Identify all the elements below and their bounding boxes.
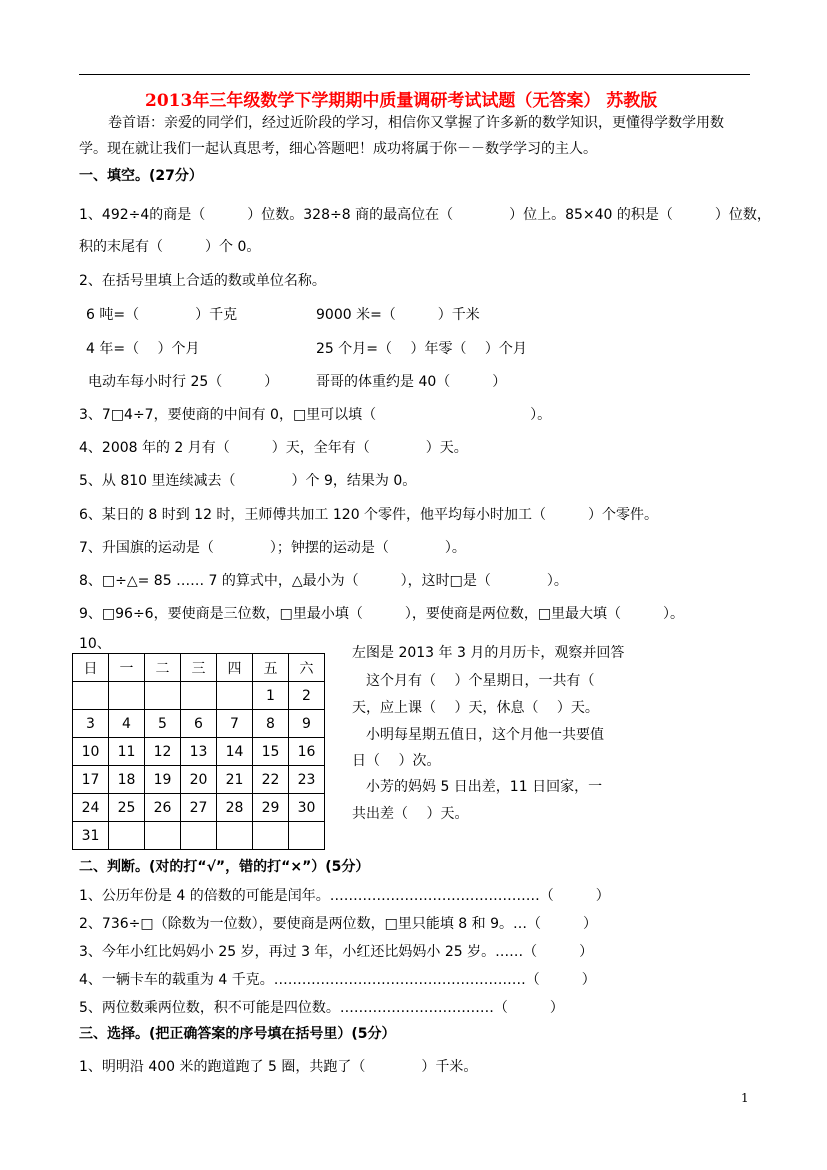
judge-item-4: 4、一辆卡车的载重为 4 千克。………………………………………………（ ） — [79, 972, 596, 988]
calendar-day-cell: 23 — [289, 766, 325, 794]
calendar-day-cell — [217, 822, 253, 850]
calendar-day-cell: 28 — [217, 794, 253, 822]
calendar-week-row — [73, 710, 325, 738]
calendar-week-row — [73, 766, 325, 794]
judge-item-2: 2、736÷□（除数为一位数），要使商是两位数，□里只能填 8 和 9。…（ ） — [79, 916, 597, 932]
calendar-day-cell: 4 — [109, 710, 145, 738]
calendar-week-row — [73, 822, 325, 850]
calendar-day-cell: 9 — [289, 710, 325, 738]
calendar-week-row — [73, 738, 325, 766]
calendar-day-cell: 7 — [217, 710, 253, 738]
q10-text-line-6: 小芳的妈妈 5 日出差，11 日回家，一 — [352, 779, 603, 795]
calendar-day-cell: 20 — [181, 766, 217, 794]
q9-text: 9、□96÷6，要使商是三位数，□里最小填（ ），要使商是两位数，□里最大填（ ）。 — [79, 606, 685, 622]
judge-item-5: 5、两位数乘两位数，积不可能是四位数。……………………………（ ） — [79, 1000, 564, 1016]
q8-text: 8、□÷△= 85 …… 7 的算式中，△最小为（ ），这时□是（ ）。 — [79, 573, 568, 589]
calendar-header-row — [73, 654, 325, 682]
calendar-day-cell: 6 — [181, 710, 217, 738]
calendar-day-cell: 3 — [73, 710, 109, 738]
calendar-header-cell: 六 — [289, 654, 325, 682]
calendar-day-cell: 17 — [73, 766, 109, 794]
calendar-week-row — [73, 794, 325, 822]
q2-item-2a: 4 年=（ ）个月 — [86, 341, 200, 357]
calendar-day-cell — [109, 682, 145, 710]
page-number: 1 — [741, 1091, 749, 1105]
calendar-day-cell: 25 — [109, 794, 145, 822]
q3-text: 3、7□4÷7，要使商的中间有 0，□里可以填（ ）。 — [79, 407, 552, 423]
q2-item-3a: 电动车每小时行 25（ ） — [88, 374, 279, 390]
calendar-day-cell: 12 — [145, 738, 181, 766]
q6-text: 6、某日的 8 时到 12 时，王师傅共加工 120 个零件，他平均每小时加工（ ）个零件。 — [79, 507, 659, 523]
calendar-header-cell: 一 — [109, 654, 145, 682]
calendar-day-cell — [109, 822, 145, 850]
q5-text: 5、从 810 里连续减去（ ）个 9，结果为 0。 — [79, 473, 417, 489]
intro-line-2: 学。现在就让我们一起认真思考，细心答题吧！成功将属于你－－数学学习的主人。 — [79, 141, 597, 157]
calendar-header-cell: 二 — [145, 654, 181, 682]
intro-line-1: 卷首语：亲爱的同学们，经过近阶段的学习，相信你又掌握了许多新的数学知识，更懂得学数学用数 — [108, 115, 724, 131]
q2-item-1a: 6 吨=（ ）千克 — [86, 307, 238, 323]
section2-heading: 二、判断。(对的打“√”，错的打“×”）(5分） — [79, 859, 370, 875]
q2-item-2b: 25 个月=（ ）年零（ ）个月 — [316, 341, 527, 357]
calendar-day-cell: 29 — [253, 794, 289, 822]
calendar-day-cell — [253, 822, 289, 850]
calendar-day-cell — [145, 682, 181, 710]
calendar-day-cell: 2 — [289, 682, 325, 710]
calendar-day-cell: 24 — [73, 794, 109, 822]
q1-line-1: 1、492÷4的商是（ ）位数。328÷8 商的最高位在（ ）位上。85×40 的积是（ ）位数， — [79, 207, 771, 223]
q10-text-line-7: 共出差（ ）天。 — [352, 806, 469, 822]
q2-item-1b: 9000 米=（ ）千米 — [316, 307, 480, 323]
calendar-day-cell — [289, 822, 325, 850]
calendar-day-cell — [145, 822, 181, 850]
calendar-day-cell: 27 — [181, 794, 217, 822]
calendar-day-cell: 13 — [181, 738, 217, 766]
calendar-day-cell — [73, 682, 109, 710]
calendar-header-cell: 四 — [217, 654, 253, 682]
calendar-day-cell — [181, 682, 217, 710]
calendar-day-cell: 11 — [109, 738, 145, 766]
calendar-day-cell: 30 — [289, 794, 325, 822]
judge-item-1: 1、公历年份是 4 的倍数的可能是闰年。………………………………………（ ） — [79, 888, 610, 904]
calendar-day-cell: 26 — [145, 794, 181, 822]
q1-line-2: 积的末尾有（ ）个 0。 — [79, 239, 261, 255]
header-rule — [79, 74, 750, 75]
calendar-week-row — [73, 682, 325, 710]
q2-text: 2、在括号里填上合适的数或单位名称。 — [79, 273, 326, 289]
q10-text-line-1: 左图是 2013 年 3 月的月历卡，观察并回答 — [352, 645, 625, 661]
q10-text-line-4: 小明每星期五值日，这个月他一共要值 — [352, 727, 604, 743]
calendar-header-cell: 三 — [181, 654, 217, 682]
document-title: 2013年三年级数学下学期期中质量调研考试试题（无答案） 苏教版 — [145, 91, 658, 111]
q10-text-line-3: 天，应上课（ ）天，休息（ ）天。 — [352, 700, 599, 716]
march-calendar — [72, 653, 325, 850]
calendar-day-cell: 21 — [217, 766, 253, 794]
q10-text-line-5: 日（ ）次。 — [352, 753, 441, 769]
q7-text: 7、升国旗的运动是（ ）；钟摆的运动是（ ）。 — [79, 540, 466, 556]
calendar-day-cell: 8 — [253, 710, 289, 738]
calendar-day-cell: 10 — [73, 738, 109, 766]
calendar-day-cell: 16 — [289, 738, 325, 766]
calendar-day-cell: 19 — [145, 766, 181, 794]
judge-item-3: 3、今年小红比妈妈小 25 岁，再过 3 年，小红还比妈妈小 25 岁。……（ ） — [79, 944, 594, 960]
calendar-day-cell: 22 — [253, 766, 289, 794]
q2-item-3b: 哥哥的体重约是 40（ ） — [316, 374, 507, 390]
calendar-day-cell — [181, 822, 217, 850]
choice-item-1: 1、明明沿 400 米的跑道跑了 5 圈，共跑了（ ）千米。 — [79, 1059, 478, 1075]
calendar-day-cell: 31 — [73, 822, 109, 850]
calendar-day-cell: 5 — [145, 710, 181, 738]
calendar-day-cell: 14 — [217, 738, 253, 766]
calendar-day-cell — [217, 682, 253, 710]
calendar-day-cell: 1 — [253, 682, 289, 710]
q10-text-line-2: 这个月有（ ）个星期日，一共有（ — [352, 673, 595, 689]
section3-heading: 三、选择。(把正确答案的序号填在括号里）(5分） — [79, 1026, 396, 1042]
q10-label: 10、 — [79, 636, 111, 652]
section1-heading: 一、填空。(27分） — [79, 168, 203, 184]
calendar-day-cell: 18 — [109, 766, 145, 794]
calendar-header-cell: 五 — [253, 654, 289, 682]
q4-text: 4、2008 年的 2 月有（ ）天，全年有（ ）天。 — [79, 440, 468, 456]
calendar-header-cell: 日 — [73, 654, 109, 682]
calendar-day-cell: 15 — [253, 738, 289, 766]
